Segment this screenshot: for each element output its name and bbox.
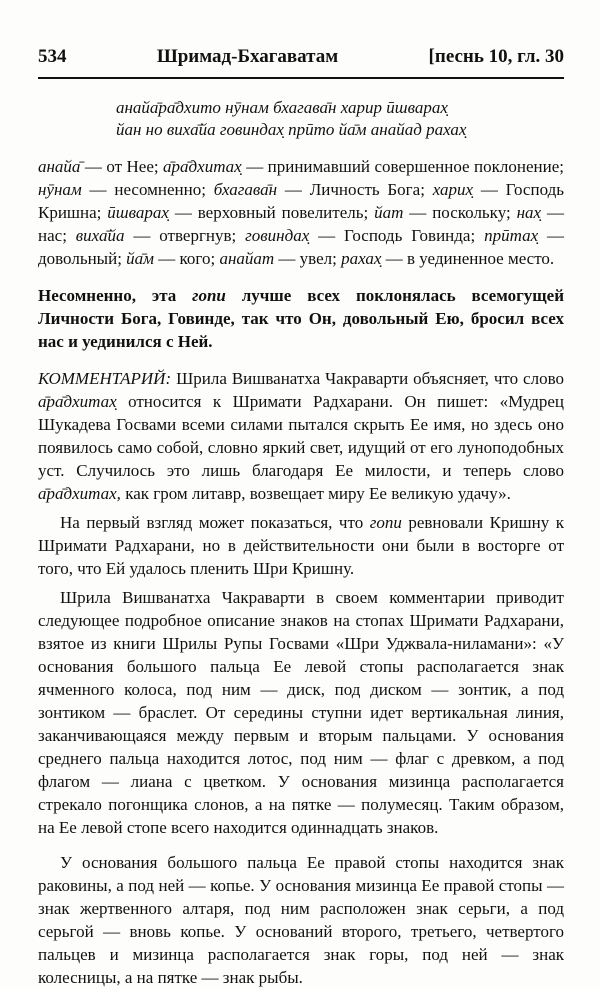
synonym-word: нӯнам [38, 180, 82, 199]
synonym-meaning: — в уединенное место. [381, 249, 555, 268]
synonym-meaning: — от Нее; [80, 157, 164, 176]
synonym-meaning: — поскольку; [403, 203, 517, 222]
synonym-word: прӣтах̣ [484, 226, 539, 245]
translation-gopi: гопи [192, 286, 226, 305]
synonym-meaning: — кого; [154, 249, 220, 268]
commentary-paragraph-4: У основания большого пальца Ее правой стопы находится знак раковины, а под ней — копье. У основания мизинца Ее правой стопы — знак жертвенного алтаря, под ним расположен знак серьги, а под серьгой — вновь копье. У оснований второго, третьего, четвертого пальцев и мизинца располагается знак горы, под ней — знак колесницы, а на пятке — знак рыбы. [38, 853, 564, 987]
synonym-meaning: — нас; [38, 203, 564, 245]
synonym-meaning: — несомненно; [81, 180, 214, 199]
synonym-word: анайат [219, 249, 275, 268]
synonym-word: харих̣ [432, 180, 474, 199]
synonym-word: рахах̣ [341, 249, 382, 268]
verse-text [116, 97, 564, 141]
commentary-paragraph-2 [38, 511, 564, 580]
translation-post: лучше всех поклонялась всемогущей Личности Бога, Говинде, так что Он, довольный Ею, бросил всех нас и уединился с Ней. [38, 286, 564, 351]
synonym-word: йа̄м [126, 249, 155, 268]
synonym-meaning: — принимавший совершенное поклонение; [241, 157, 564, 176]
synonym-meaning: — Господь Говинда; [309, 226, 485, 245]
synonym-meaning: — увел; [274, 249, 342, 268]
commentary-text: На первый взгляд может показаться, что [60, 513, 370, 532]
synonym-meaning: — Господь Кришна; [38, 180, 564, 222]
commentary-paragraph-3: Шрила Вишванатха Чакраварти в своем комментарии приводит следующее подробное описание знаков на стопах Шримати Радхарани, взятое из книги Шрилы Рупы Госвами «Шри Уджвала-ниламани»: «У основания большого пальца Ее левой стопы располагается знак ячменного колоса, под ним — диск, под диском — зонтик, а под зонтиком — браслет. От середины ступни идет вертикальная линия, заканчивающаяся между первым и вторым пальцами. У основания среднего пальца находится лотос, под ним — флаг с древком, а под флагом — лиана с цветком. У основания мизинца располагается стрекало погонщика слонов, а на пятке — полумесяц. Таким образом, на Ее левой стопе всего находится одиннадцать знаков. [38, 588, 564, 837]
synonym-word: говиндах̣ [245, 226, 310, 245]
verse-line-1: анайа̄ра̄дхито нӯнам бхагава̄н харир ӣшварах̣ [116, 98, 448, 117]
synonym-meaning: — довольный; [38, 226, 564, 268]
synonym-word: нах̣ [516, 203, 542, 222]
running-header [38, 46, 564, 79]
commentary-text: как гром литавр, возвещает миру Ее великую удачу». [120, 484, 511, 503]
translation [38, 284, 564, 353]
synonyms [38, 155, 564, 270]
synonym-meaning: — отвергнув; [124, 226, 246, 245]
sanskrit-term: а̄ра̄дхитах, [38, 484, 121, 503]
synonym-meaning: — Личность Бога; [277, 180, 433, 199]
sanskrit-term: а̄ра̄дхитах̣ [38, 392, 117, 411]
synonym-word: бхагава̄н [213, 180, 278, 199]
synonym-word: ӣшварах̣ [107, 203, 169, 222]
commentary-label: КОММЕНТАРИЙ: [38, 369, 172, 388]
commentary-text: относится к Шримати Радхарани. Он пишет: «Мудрец Шукадева Госвами всеми силами пытался скрыть Ее имя, но здесь оно появилось само собой, словно яркий свет, идущий от его луноподобных уст. Случилось это лишь благодаря Ее милости, и теперь слово [38, 392, 564, 480]
translation-pre: Несомненно, эта [38, 286, 193, 305]
synonym-word: виха̄йа [75, 226, 125, 245]
sanskrit-term: гопи [369, 513, 402, 532]
canto-chapter: [песнь 10, гл. 30 [428, 46, 564, 67]
page-number: 534 [38, 46, 67, 67]
synonym-meaning: — верховный повелитель; [168, 203, 375, 222]
commentary-text: ревновали Кришну к Шримати Радхарани, но в действительности они были в восторге от того, что Ей удалось пленить Шри Кришну. [38, 513, 564, 578]
synonym-word: анайа̄ [38, 157, 81, 176]
book-title: Шримад-Бхагаватам [156, 46, 339, 67]
verse-line-2: йан но виха̄йа говиндах̣ прӣто йа̄м анайад рахах̣ [116, 120, 467, 139]
commentary-paragraph-1 [38, 367, 564, 505]
synonym-word: а̄ра̄дхитах̣ [163, 157, 242, 176]
commentary-text: Шрила Вишванатха Чакраварти объясняет, что слово [171, 369, 564, 388]
synonym-word: йат [374, 203, 404, 222]
